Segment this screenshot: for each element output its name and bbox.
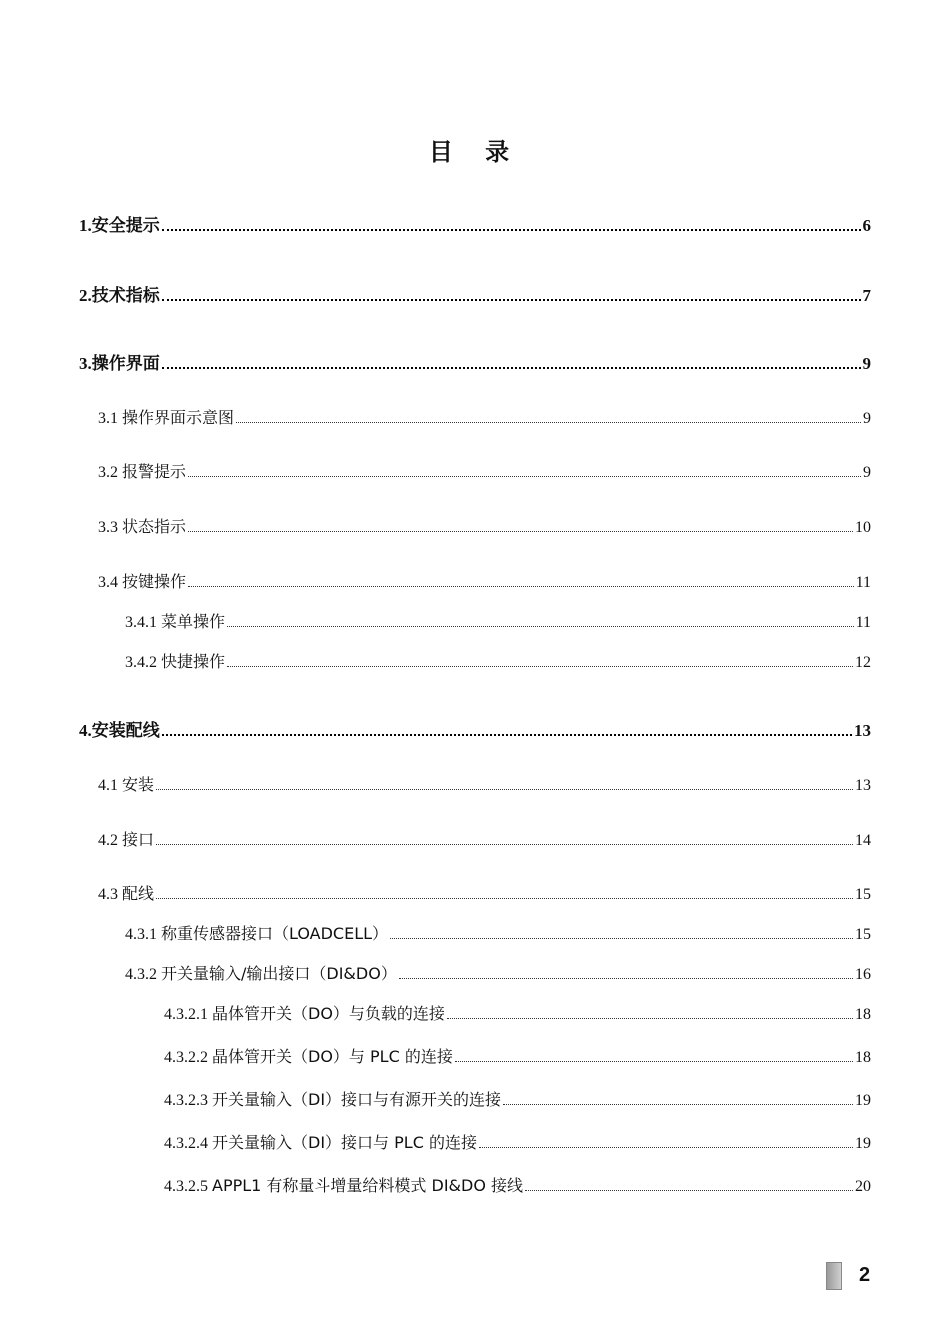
toc-leader-dots <box>156 789 853 790</box>
toc-entry-4[interactable] <box>79 716 871 741</box>
toc-leader-dots <box>162 367 861 369</box>
toc-page-number: 20 <box>855 1178 871 1195</box>
toc-number: 3.4 <box>98 574 122 591</box>
toc-leader-dots <box>162 734 852 736</box>
toc-title: 安全提示 <box>91 216 160 236</box>
toc-leader-dots <box>503 1104 853 1105</box>
toc-number: 4.3.2.1 <box>164 1006 212 1023</box>
toc-number: 4.3.2.5 <box>164 1178 212 1195</box>
toc-number: 4.3.2 <box>125 966 161 983</box>
toc-page-number: 19 <box>855 1135 871 1152</box>
toc-number: 4.3 <box>98 886 122 903</box>
toc-leader-dots <box>447 1018 853 1019</box>
toc-number: 4.3.2.4 <box>164 1135 212 1152</box>
toc-entry-1[interactable] <box>79 211 871 236</box>
toc-number: 4.3.2.2 <box>164 1049 212 1066</box>
toc-leader-dots <box>525 1190 853 1191</box>
toc-leader-dots <box>156 898 853 899</box>
toc-title: 状态指示 <box>122 517 187 536</box>
toc-page-number: 10 <box>855 519 871 536</box>
toc-entry-4-1[interactable] <box>98 772 871 795</box>
toc-leader-dots <box>455 1061 853 1062</box>
toc-title: 开关量输入（DI）接口与有源开关的连接 <box>212 1090 502 1109</box>
toc-page-number: 9 <box>862 354 871 373</box>
toc-title: APPL1 有称量斗增量给料模式 DI&DO 接线 <box>212 1176 524 1195</box>
toc-title: 开关量输入/输出接口（DI&DO） <box>161 964 397 983</box>
toc-number: 4.3.2.3 <box>164 1092 212 1109</box>
toc-title: 晶体管开关（DO）与 PLC 的连接 <box>212 1047 453 1066</box>
toc-leader-dots <box>188 586 854 587</box>
toc-entry-4-3-1[interactable] <box>125 921 871 944</box>
toc-entry-3-4-2[interactable] <box>125 649 871 672</box>
toc-title: 操作界面 <box>91 354 160 374</box>
toc-entry-4-3-2-3[interactable] <box>164 1087 871 1110</box>
toc-leader-dots <box>156 844 853 845</box>
toc-leader-dots <box>390 938 853 939</box>
toc-title: 技术指标 <box>91 286 160 306</box>
toc-page-number: 15 <box>855 926 871 943</box>
toc-entry-4-3-2[interactable] <box>125 961 871 984</box>
toc-page-number: 11 <box>855 574 871 591</box>
toc-entry-3[interactable] <box>79 349 871 374</box>
toc-entry-4-3-2-4[interactable] <box>164 1130 871 1153</box>
toc-title: 开关量输入（DI）接口与 PLC 的连接 <box>212 1133 477 1152</box>
toc-leader-dots <box>188 531 853 532</box>
toc-number: 3. <box>79 354 92 373</box>
toc-page-number: 14 <box>855 832 871 849</box>
toc-title: 晶体管开关（DO）与负载的连接 <box>212 1004 445 1023</box>
toc-leader-dots <box>162 229 861 231</box>
toc-entry-4-3[interactable] <box>98 881 871 904</box>
toc-title: 按键操作 <box>122 572 187 591</box>
toc-page-number: 13 <box>854 721 871 740</box>
toc-leader-dots <box>399 978 853 979</box>
toc-entry-3-1[interactable] <box>98 405 871 428</box>
toc-page-number: 15 <box>855 886 871 903</box>
toc-page-number: 19 <box>855 1092 871 1109</box>
toc-number: 3.4.1 <box>125 614 161 631</box>
toc-title: 报警提示 <box>122 462 187 481</box>
footer-page-number: 2 <box>859 1264 871 1286</box>
toc-page-number: 9 <box>863 410 871 427</box>
toc-leader-dots <box>227 666 853 667</box>
toc-title: 配线 <box>122 884 155 903</box>
toc-number: 3.3 <box>98 519 122 536</box>
toc-number: 3.1 <box>98 410 122 427</box>
toc-leader-dots <box>227 626 854 627</box>
toc-number: 2. <box>79 286 92 305</box>
toc-page-number: 7 <box>862 286 871 305</box>
toc-page-number: 18 <box>855 1049 871 1066</box>
toc-leader-dots <box>479 1147 853 1148</box>
toc-number: 4.1 <box>98 777 122 794</box>
toc-page-number: 18 <box>855 1006 871 1023</box>
toc-entry-3-4[interactable] <box>98 569 871 592</box>
toc-number: 1. <box>79 216 92 235</box>
toc-number: 3.4.2 <box>125 654 161 671</box>
toc-leader-dots <box>236 422 861 423</box>
toc-title: 快捷操作 <box>161 652 226 671</box>
toc-page-number: 6 <box>862 216 871 235</box>
toc-number: 3.2 <box>98 464 122 481</box>
toc-title: 安装配线 <box>91 721 160 741</box>
toc-title: 称重传感器接口（LOADCELL） <box>161 924 389 943</box>
toc-entry-4-2[interactable] <box>98 827 871 850</box>
toc-page-number: 12 <box>855 654 871 671</box>
toc-leader-dots <box>162 299 861 301</box>
toc-entry-4-3-2-5[interactable] <box>164 1173 871 1196</box>
toc-leader-dots <box>188 476 861 477</box>
toc-number: 4. <box>79 721 92 740</box>
toc-entry-4-3-2-2[interactable] <box>164 1044 871 1067</box>
toc-page-number: 16 <box>855 966 871 983</box>
toc-number: 4.3.1 <box>125 926 161 943</box>
page-title: 目 录 <box>428 138 522 166</box>
toc-entry-3-2[interactable] <box>98 459 871 482</box>
toc-page-number: 13 <box>855 777 871 794</box>
toc-entry-3-3[interactable] <box>98 514 871 537</box>
toc-title: 操作界面示意图 <box>122 408 235 427</box>
footer-page-tab-graphic <box>826 1262 842 1290</box>
toc-title: 接口 <box>122 830 155 849</box>
toc-number: 4.2 <box>98 832 122 849</box>
toc-entry-2[interactable] <box>79 281 871 306</box>
toc-page-number: 11 <box>855 614 871 631</box>
toc-entry-3-4-1[interactable] <box>125 609 871 632</box>
toc-page-number: 9 <box>863 464 871 481</box>
toc-title: 安装 <box>122 775 155 794</box>
toc-entry-4-3-2-1[interactable] <box>164 1001 871 1024</box>
toc-title: 菜单操作 <box>161 612 226 631</box>
